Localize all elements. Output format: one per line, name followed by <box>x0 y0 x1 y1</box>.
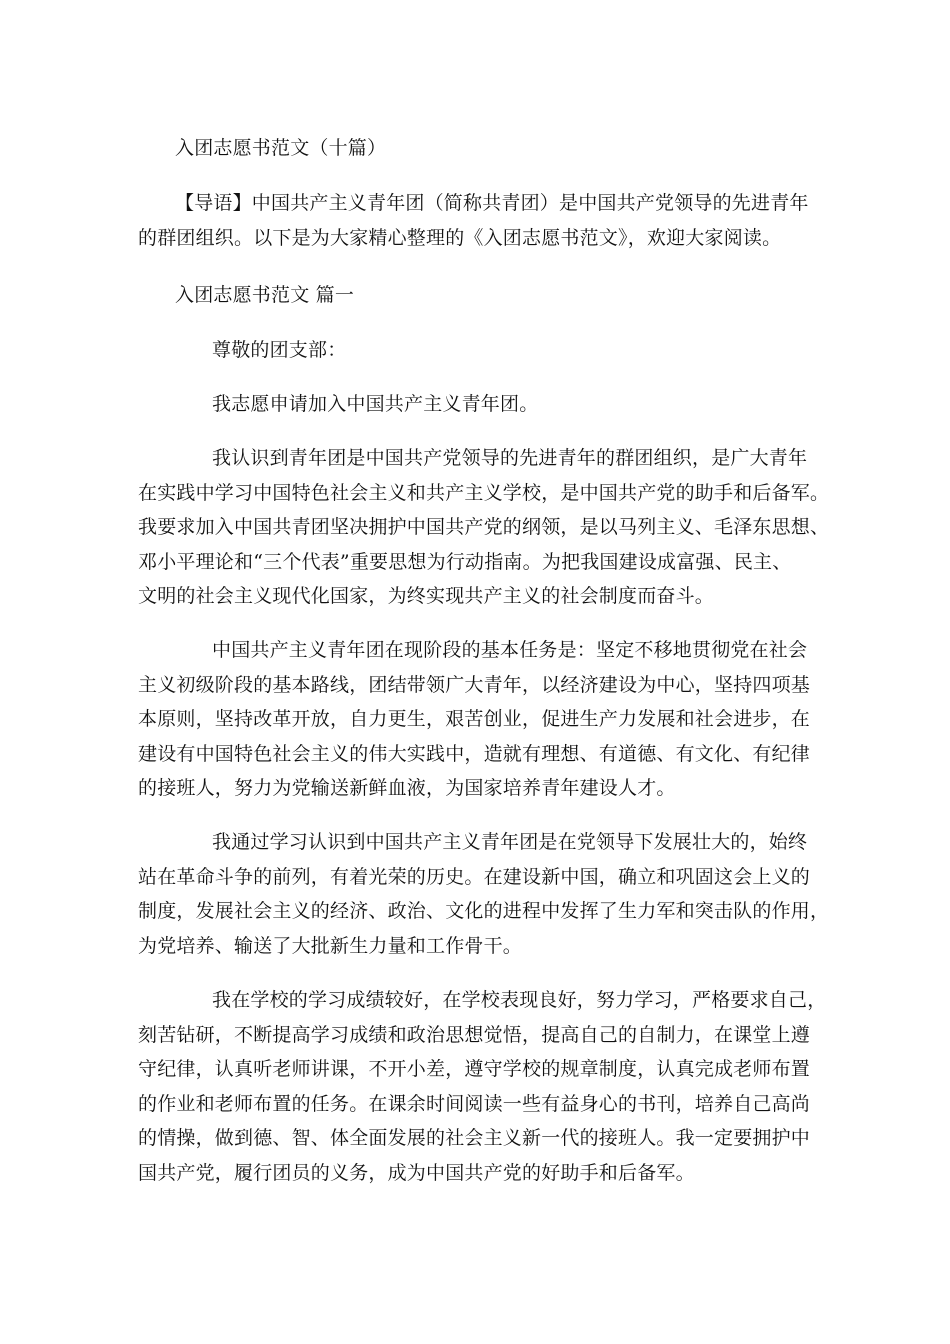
section-heading: 入团志愿书范文 篇一 <box>175 284 355 306</box>
paragraph-line: 为党培养、输送了大批新生力量和工作骨干。 <box>138 935 523 957</box>
document-title: 入团志愿书范文（十篇） <box>175 137 387 159</box>
paragraph-line: 在实践中学习中国特色社会主义和共产主义学校，是中国共产党的助手和后备军。 <box>138 482 830 504</box>
paragraph-line: 我要求加入中国共青团坚决拥护中国共产党的纲领，是以马列主义、毛泽东思想、 <box>138 516 830 538</box>
paragraph-line: 国共产党，履行团员的义务，成为中国共产党的好助手和后备军。 <box>138 1162 695 1184</box>
paragraph-line: 制度，发展社会主义的经济、政治、文化的进程中发挥了生力军和突击队的作用， <box>138 900 830 922</box>
paragraph-line: 的作业和老师布置的任务。在课余时间阅读一些有益身心的书刊，培养自己高尚 <box>138 1093 811 1115</box>
paragraph-line: 刻苦钻研，不断提高学习成绩和政治思想觉悟，提高自己的自制力，在课堂上遵 <box>138 1024 811 1046</box>
paragraph-line: 建设有中国特色社会主义的伟大实践中，造就有理想、有道德、有文化、有纪律 <box>138 743 811 765</box>
paragraph-line: 站在革命斗争的前列，有着光荣的历史。在建设新中国，确立和巩固这会上义的 <box>138 866 811 888</box>
paragraph-line: 文明的社会主义现代化国家，为终实现共产主义的社会制度而奋斗。 <box>138 585 715 607</box>
paragraph-line: 的接班人，努力为党输送新鲜血液，为国家培养青年建设人才。 <box>138 777 676 799</box>
paragraph-line: 主义初级阶段的基本路线，团结带领广大青年，以经济建设为中心，坚持四项基 <box>138 674 811 696</box>
paragraph-line: 本原则，坚持改革开放，自力更生，艰苦创业，促进生产力发展和社会进步，在 <box>138 708 811 730</box>
salutation: 尊敬的团支部： <box>212 339 347 361</box>
paragraph-line: 我在学校的学习成绩较好，在学校表现良好，努力学习，严格要求自己， <box>212 989 827 1011</box>
paragraph-line: 邓小平理论和“三个代表”重要思想为行动指南。为把我国建设成富强、民主、 <box>138 551 792 573</box>
intro-line: 【导语】中国共产主义青年团（简称共青团）是中国共产党领导的先进青年 <box>175 192 809 214</box>
paragraph-line: 我通过学习认识到中国共产主义青年团是在党领导下发展壮大的，始终 <box>212 831 808 853</box>
opening-line: 我志愿申请加入中国共产主义青年团。 <box>212 393 539 415</box>
paragraph-line: 我认识到青年团是中国共产党领导的先进青年的群团组织，是广大青年 <box>212 447 808 469</box>
paragraph-line: 守纪律，认真听老师讲课，不开小差，遵守学校的规章制度，认真完成老师布置 <box>138 1058 811 1080</box>
paragraph-line: 中国共产主义青年团在现阶段的基本任务是：坚定不移地贯彻党在社会 <box>212 639 808 661</box>
intro-line: 的群团组织。以下是为大家精心整理的《入团志愿书范文》，欢迎大家阅读。 <box>138 227 782 249</box>
paragraph-line: 的情操，做到德、智、体全面发展的社会主义新一代的接班人。我一定要拥护中 <box>138 1127 811 1149</box>
